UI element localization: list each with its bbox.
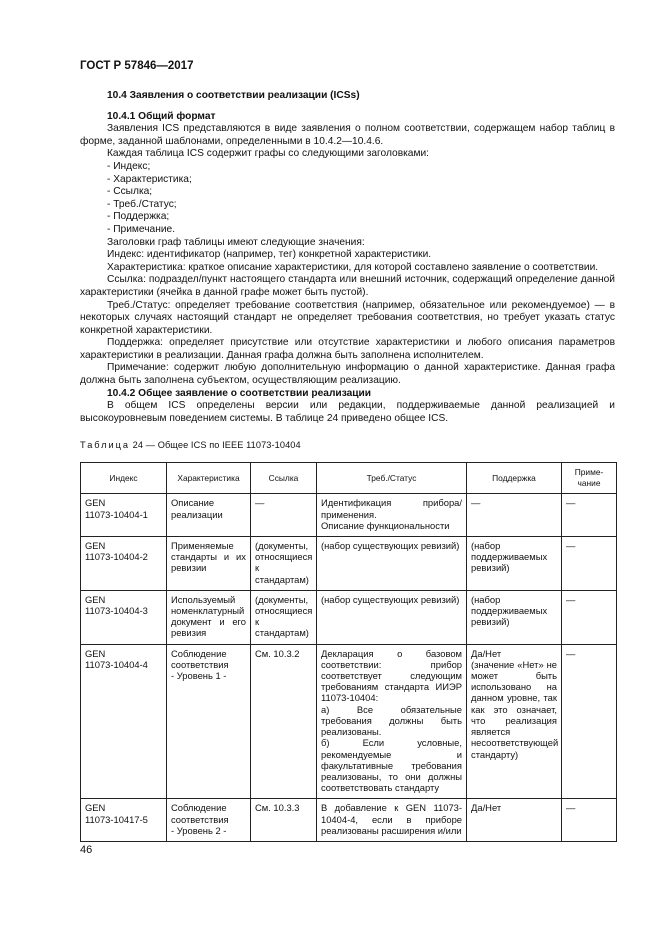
paragraph: Треб./Статус: определяет требование соответствия (например, обязательное или рекомендуемое) — в некоторых случаях настоящий стандарт не определяет требования соответствия, но требует указать статус конкретной характеристики. [80,299,615,336]
cell-feature: Описание реализации [167,494,251,537]
subsection-heading-general-ics: 10.4.2 Общее заявление о соответствии реализации [107,387,372,399]
cell-reference: (документы, относящиеся к стандартам) [251,537,317,591]
cell-feature: Применяемые стандарты и их ревизии [167,537,251,591]
list-item: - Индекс; [107,160,151,172]
table-body [81,494,617,841]
list-item: - Характеристика; [107,173,192,185]
paragraph: Характеристика: краткое описание характеристики, для которой составлено заявление о соответствии. [107,261,599,273]
list-item: - Ссылка; [107,186,153,198]
cell-support: (набор поддерживаемых ревизий) [467,590,562,644]
header-list [80,161,615,237]
cell-requirement: Декларация о базовом соответствии: прибор соответствует следующим требованиям стандарта ИИЭР 11073-10404: а) Все обязательные требования должны быть реализованы. б) Если условные, рекомендуемые и факультативные требования реализованы, то они должны соответствовать стандарту [317,644,467,799]
section-content [80,90,615,842]
ics-table [80,462,617,842]
paragraph: Индекс: идентификатор (например, тег) конкретной характеристики. [107,249,432,261]
cell-requirement: (набор существующих ревизий) [317,537,467,591]
table-row [81,537,617,591]
paragraph: Заголовки граф таблицы имеют следующие значения: [107,236,365,248]
cell-support: Да/Нет [467,799,562,842]
cell-reference: — [251,494,317,537]
cell-reference: См. 10.3.2 [251,644,317,799]
cell-requirement: (набор существующих ревизий) [317,590,467,644]
table-row [81,799,617,842]
cell-requirement: Идентификация прибора/применения. Описание функциональности [317,494,467,537]
paragraph: Каждая таблица ICS содержит графы со следующими заголовками: [107,148,429,160]
list-item: - Поддержка; [107,211,170,223]
page-number: 46 [80,844,93,856]
column-header-requirement: Треб./Статус [317,463,467,494]
cell-support: (набор поддерживаемых ревизий) [467,537,562,591]
cell-index: GEN 11073-10404-1 [81,494,167,537]
cell-note: — [562,799,617,842]
cell-note: — [562,494,617,537]
cell-support: — [467,494,562,537]
cell-index: GEN 11073-10417-5 [81,799,167,842]
cell-note: — [562,590,617,644]
paragraph: Заявления ICS представляются в виде заявления о полном соответствии, содержащем набор таблиц в форме, заданной шаблонами, определенными в 10.4.2—10.4.6. [80,123,615,147]
cell-feature: Используемый номенклатурный документ и его ревизия [167,590,251,644]
column-header-feature: Характеристика [167,463,251,494]
paragraph: Ссылка: подраздел/пункт настоящего стандарта или внешний источник, содержащий определение данной характеристики (ячейка в данной графе может быть пустой). [80,274,615,298]
cell-feature: Соблюдение соответствия - Уровень 2 - [167,799,251,842]
cell-index: GEN 11073-10404-3 [81,590,167,644]
list-item: - Примечание. [107,223,176,235]
cell-note: — [562,644,617,799]
cell-reference: См. 10.3.3 [251,799,317,842]
cell-feature: Соблюдение соответствия - Уровень 1 - [167,644,251,799]
cell-requirement: В добавление к GEN 11073-10404-4, если в приборе реализованы расширения и/или [317,799,467,842]
table-caption-text: 24 — Общее ICS по IEEE 11073-10404 [130,440,301,451]
paragraph: Поддержка: определяет присутствие или отсутствие характеристики и любого описания параметров характеристики в реализации. Данная графа должна быть заполнена исполнителем. [80,337,615,361]
cell-index: GEN 11073-10404-4 [81,644,167,799]
table-caption [80,439,615,452]
table-row [81,590,617,644]
cell-reference: (документы, относящиеся к стандартам) [251,590,317,644]
cell-index: GEN 11073-10404-2 [81,537,167,591]
table-header-row [81,463,617,494]
document-header: ГОСТ Р 57846—2017 [80,60,194,72]
table-row [81,494,617,537]
column-header-note: Приме- чание [562,463,617,494]
section-heading: 10.4 Заявления о соответствии реализации (ICSs) [107,90,360,101]
column-header-index: Индекс [81,463,167,494]
cell-note: — [562,537,617,591]
table-caption-word: Таблица [80,440,131,451]
list-item: - Треб./Статус; [107,198,177,210]
column-header-support: Поддержка [467,463,562,494]
paragraph: Примечание: содержит любую дополнительную информацию о данной характеристике. Данная графа должна быть заполнена субъектом, осуществляющим реализацию. [80,362,615,387]
paragraph: В общем ICS определены версии или редакции, поддерживаемые данной реализацией и высокоуровневым поведением системы. В таблице 24 приведено общее ICS. [80,400,615,424]
cell-support: Да/Нет (значение «Нет» не может быть использовано на данном уровне, так как это означает, что реализация является несоответствующей стандарту) [467,644,562,799]
subsection-heading-general-format: 10.4.1 Общий формат [107,110,216,122]
column-header-reference: Ссылка [251,463,317,494]
table-row [81,644,617,799]
